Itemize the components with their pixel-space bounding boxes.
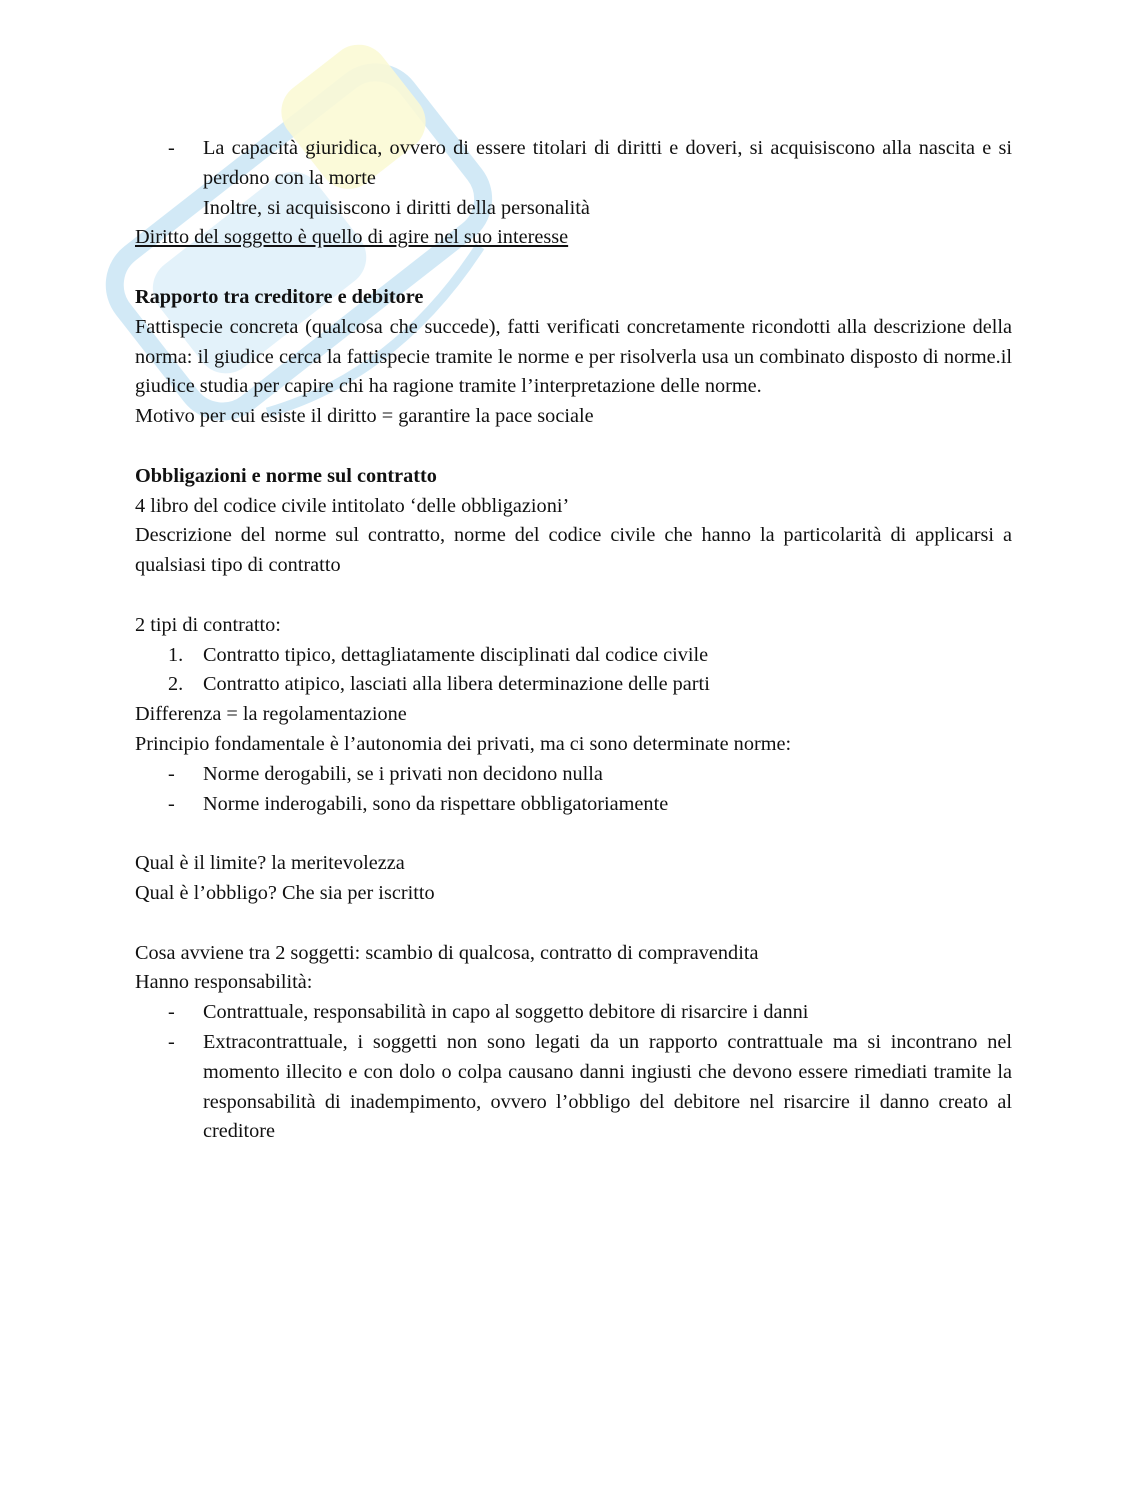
numbered-list-contratti — [135, 641, 1012, 701]
bullet-text: La capacità giuridica, ovvero di essere titolari di diritti e doveri, si acquisiscono alla nascita e si perdono con la morte — [203, 137, 1012, 189]
bullet-list-norme — [135, 760, 1012, 820]
line-obbligo: Qual è l’obbligo? Che sia per iscritto — [135, 881, 435, 904]
bullet-dash: - — [168, 137, 175, 159]
line-differenza: Differenza = la regolamentazione — [135, 703, 407, 726]
paragraph-descrizione: Descrizione del norme sul contratto, norme del codice civile che hanno la particolarità di applicarsi a qualsiasi tipo di contratto — [135, 524, 1012, 577]
list-item — [135, 760, 1012, 790]
line-limite: Qual è il limite? la meritevolezza — [135, 852, 405, 875]
section-heading-creditore: Rapporto tra creditore e debitore — [135, 285, 424, 308]
document-page — [135, 134, 1012, 1147]
bullet-dash: - — [168, 1030, 175, 1053]
line-tipi-contratto: 2 tipi di contratto: — [135, 613, 281, 636]
section-heading-obbligazioni: Obbligazioni e norme sul contratto — [135, 464, 437, 487]
list-item-text: Contratto atipico, lasciati alla libera determinazione delle parti — [203, 673, 710, 696]
list-item-text: Contratto tipico, dettagliatamente disciplinati dal codice civile — [203, 643, 709, 666]
line-libro: 4 libro del codice civile intitolato ‘delle obbligazioni’ — [135, 494, 570, 517]
list-number: 2. — [168, 673, 184, 696]
bullet-dash: - — [168, 1001, 175, 1024]
list-item — [135, 134, 1012, 194]
bullet-continuation: Inoltre, si acquisiscono i diritti della personalità — [203, 196, 590, 219]
list-item — [135, 670, 1012, 700]
list-item-text: Norme derogabili, se i privati non decidono nulla — [203, 762, 603, 785]
line-principio: Principio fondamentale è l’autonomia dei privati, ma ci sono determinate norme: — [135, 732, 792, 755]
line-motivo: Motivo per cui esiste il diritto = garantire la pace sociale — [135, 405, 594, 428]
list-item-text: Norme inderogabili, sono da rispettare obbligatoriamente — [203, 792, 669, 815]
bullet-dash: - — [168, 792, 175, 815]
line-soggetti: Cosa avviene tra 2 soggetti: scambio di qualcosa, contratto di compravendita — [135, 941, 759, 964]
line-responsabilita: Hanno responsabilità: — [135, 971, 313, 994]
underlined-statement: Diritto del soggetto è quello di agire nel suo interesse — [135, 226, 569, 249]
list-item — [135, 641, 1012, 671]
list-item — [135, 998, 1012, 1028]
paragraph-fattispecie: Fattispecie concreta (qualcosa che succede), fatti verificati concretamente ricondotti alla descrizione della norma: il giudice cerca la fattispecie tramite le norme e per risolverla usa un combinato disposto di norme.il giudice studia per capire chi ha ragione tramite l’interpretazione delle norme. — [135, 315, 1012, 398]
list-number: 1. — [168, 643, 184, 666]
bullet-dash: - — [168, 762, 175, 785]
list-item — [135, 790, 1012, 820]
list-item-text: Contrattuale, responsabilità in capo al soggetto debitore di risarcire i danni — [203, 1001, 809, 1024]
bullet-list-responsabilita — [135, 998, 1012, 1147]
list-item — [135, 1028, 1012, 1147]
intro-bullet-list — [135, 134, 1012, 194]
list-item-text: Extracontrattuale, i soggetti non sono legati da un rapporto contrattuale ma si incontrano nel momento illecito e con dolo o colpa causano danni ingiusti che devono essere rimediati tramite la responsabilità di inadempimento, ovvero l’obbligo del debitore nel risarcire il danno creato al creditore — [203, 1030, 1012, 1143]
